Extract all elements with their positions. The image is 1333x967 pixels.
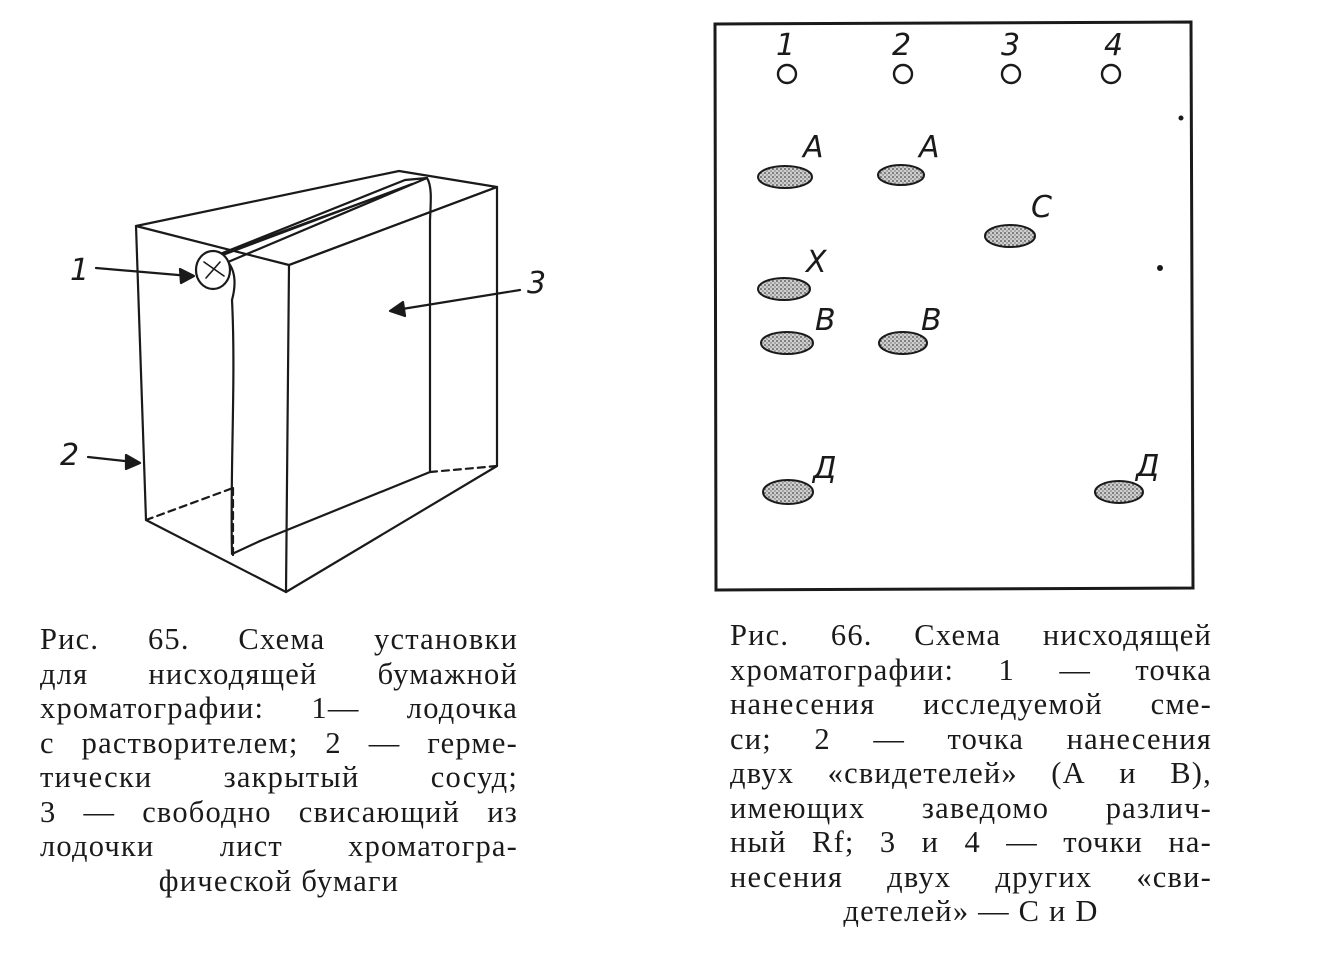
spot-d-col1 [763, 480, 813, 504]
caption-66-line: ный Rf; 3 и 4 — точки на- [730, 825, 1212, 859]
caption-65-line: фической бумаги [158, 863, 400, 898]
caption-65-line: Рис. 65. Схема установки [40, 622, 518, 656]
caption-66-line: си; 2 — точка нанесения [730, 721, 1212, 756]
column-label-3: 3 [1001, 28, 1021, 63]
spot-c-col3 [985, 225, 1035, 247]
caption-65-line: с растворителем; 2 — герме- [40, 725, 518, 760]
spot-label-a-col1: А [803, 130, 824, 165]
column-label-1: 1 [776, 28, 796, 63]
caption-figure-66 [730, 618, 1212, 929]
label-vessel-2: 2 [60, 438, 80, 473]
spot-label-d-col4: Д [1136, 449, 1160, 484]
caption-66-line: несения двух других «сви- [730, 859, 1212, 894]
caption-figure-65 [40, 622, 518, 898]
caption-65-line: для нисходящей бумажной [40, 656, 518, 691]
apparatus-drawing [88, 171, 520, 592]
spot-a-col2 [878, 165, 924, 185]
application-point-3 [1002, 65, 1020, 83]
application-point-1 [778, 65, 796, 83]
caption-65-line: тически закрытый сосуд; [40, 760, 518, 794]
spot-label-x-col1: Х [806, 245, 827, 280]
column-label-4: 4 [1104, 28, 1124, 63]
caption-66-line: нанесения исследуемой сме- [730, 687, 1212, 721]
caption-66-line: двух «свидетелей» (А и В), [730, 756, 1212, 790]
application-point-4 [1102, 65, 1120, 83]
spot-d-col4 [1095, 481, 1143, 503]
label-paper-3: 3 [527, 266, 547, 301]
spot-a-col1 [758, 166, 812, 188]
spot-b-col2 [879, 332, 927, 354]
column-label-2: 2 [892, 28, 912, 63]
spot-label-b-col1: В [815, 303, 836, 338]
caption-66-line: Рис. 66. Схема нисходящей [730, 618, 1212, 652]
spot-label-a-col2: А [919, 130, 940, 165]
application-point-2 [894, 65, 912, 83]
spot-label-c-col3: С [1031, 190, 1052, 225]
caption-65-line: лодочки лист хроматогра- [40, 829, 518, 863]
caption-66-line: имеющих заведомо различ- [730, 790, 1212, 825]
label-boat-1: 1 [70, 253, 90, 288]
caption-66-line: хроматографии: 1 — точка [730, 652, 1212, 687]
spot-b-col1 [761, 332, 813, 354]
spot-label-d-col1: Д [813, 451, 837, 486]
caption-65-line: 3 — свободно свисающий из [40, 794, 518, 829]
spot-x-col1 [758, 278, 810, 300]
caption-66-line: детелей» — С и D [843, 894, 1099, 928]
caption-65-line: хроматографии: 1— лодочка [40, 691, 518, 725]
spot-label-b-col2: В [921, 303, 942, 338]
